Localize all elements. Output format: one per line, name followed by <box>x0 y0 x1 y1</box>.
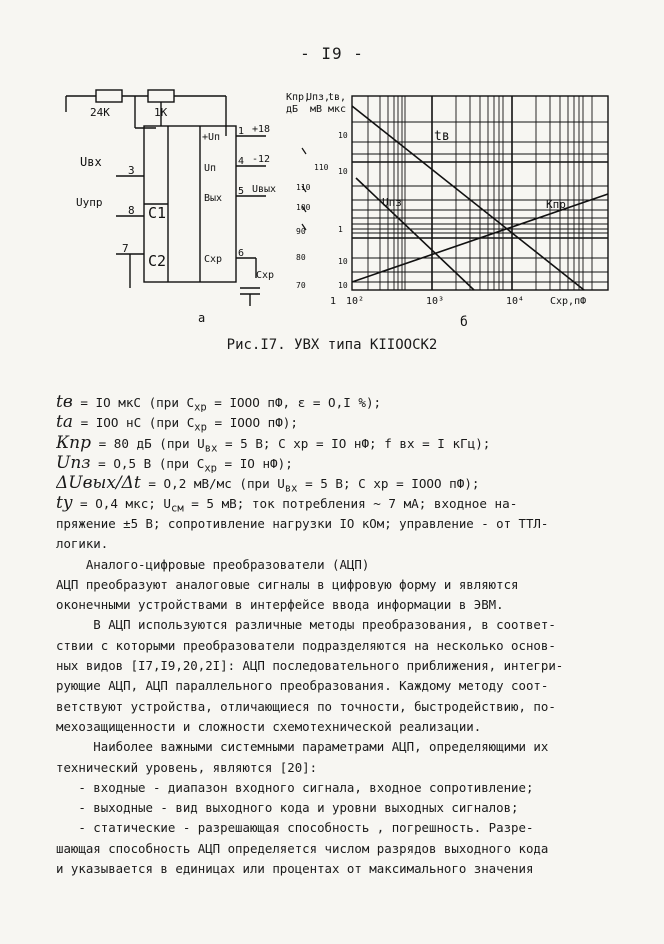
label-cxp-ext: Cхр <box>256 270 275 281</box>
pin-4-label: 4 <box>238 156 245 167</box>
text-line: рующие АЦП, АЦП параллельного преобразования. Каждому методу соот- <box>56 678 549 694</box>
param-line: Кпр = 80 дБ (при $U_{вх} = 5$ В; C хр = IO нФ; f вх = I кГц); <box>56 432 491 453</box>
text-line: мехозащищенности и сложности схемотехнической реализации. <box>56 718 482 734</box>
ytick-mid: 10 <box>338 167 348 176</box>
text-line: логики. <box>56 536 109 552</box>
ylabel-mv: мВ <box>310 104 323 115</box>
xtick: 1 <box>330 296 337 307</box>
text-line: ветствуют устройства, отличающиеся по точности, быстродействию, по- <box>56 698 556 714</box>
label-cxp-pin: Cхр <box>204 254 223 265</box>
ylabel-db: дБ <box>286 104 299 115</box>
text-line: технический уровень, являются [20]: <box>56 759 318 775</box>
curve-label-tb: tв <box>434 129 450 144</box>
log-grid <box>352 96 608 290</box>
ylabel-kpr: Кпр, <box>286 92 311 103</box>
ytick-left: 110 <box>296 183 311 192</box>
curve-label-kpr: Кпр <box>546 198 566 211</box>
label-r2: 1K <box>154 106 168 119</box>
label-uvyh: Uвых <box>252 184 277 195</box>
page-number: - I9 - <box>300 44 364 63</box>
text-line: ствии с которыми преобразователи подразделяются на несколько основ- <box>56 637 556 653</box>
param-line: ty = O,4 мкс; $U_{см} = 5$ мВ; ток потребления ~ 7 мА; входное на- <box>56 493 518 514</box>
ytick-left: 100 <box>296 203 311 212</box>
param-line: ΔUвых/Δt = O,2 мВ/мс (при $U_{вх} = 5$ В; C хр = IOOO пФ); <box>56 473 480 494</box>
xtick: 10³ <box>426 296 445 307</box>
curve-label-upz: Uпз <box>382 196 402 209</box>
pin-1-label: 1 <box>238 126 245 137</box>
label-r1: 24K <box>90 106 110 119</box>
param-line: Uпз = O,5 В (при $C_{хр}$ = IO нФ); <box>56 452 293 474</box>
pin-3-label: 3 <box>128 164 135 177</box>
label-vyh: Вых <box>204 193 223 204</box>
label-uupr: Uупр <box>76 196 103 209</box>
label-minus12: -12 <box>252 154 271 165</box>
label-c2: C2 <box>148 252 167 270</box>
ytick-mid: 10 <box>338 281 348 290</box>
text-line: и указывается в единицах или процентах от максимального значения <box>56 861 534 877</box>
text-line: пряжение ±5 В; сопротивление нагрузки IO кОм; управление - от ТТЛ- <box>56 516 549 531</box>
resistor-24k <box>96 90 122 102</box>
pin-5-label: 5 <box>238 186 245 197</box>
pin-6-label: 6 <box>238 248 245 259</box>
label-up-minus: Uп <box>204 163 217 174</box>
text-line: Наиболее важными системными параметрами АЦП, определяющими их <box>56 739 549 755</box>
ylabel-mks: мкс <box>328 104 347 115</box>
ytick-mid: 10 <box>338 257 348 266</box>
text-line: В АЦП используются различные методы преобразования, в соответ- <box>56 617 556 633</box>
param-line: tа = IOO нС (при $C_{хр}$ = IOOO пФ); <box>56 412 298 433</box>
panel-a-label: а <box>198 311 206 325</box>
label-up-plus: +Uп <box>202 132 221 143</box>
text-line: ных видов [I7,I9,20,2I]: АЦП последовательного приближения, интегри- <box>56 658 564 674</box>
ytick-left: 80 <box>296 253 306 262</box>
param-line: tв = IO мкС (при $C_{хр}$ = IOOO пФ, ε = O,I %); <box>56 392 382 413</box>
text-line: АЦП преобразуют аналоговые сигналы в цифровую форму и являются <box>56 576 519 592</box>
ytick-left: 70 <box>296 281 306 290</box>
characteristics-graph <box>284 82 624 340</box>
xtick: 10² <box>346 296 365 307</box>
ytick-mid: 10 <box>338 131 348 140</box>
ylabel-upz: Uпз, <box>306 92 331 103</box>
ytick-left: 90 <box>296 227 306 236</box>
circuit-diagram <box>56 78 286 328</box>
panel-b-label: б <box>460 315 468 330</box>
ytick-left: 110 <box>314 163 329 172</box>
body-text <box>56 514 638 879</box>
pin-8-label: 8 <box>128 204 135 217</box>
text-line: шающая способность АЦП определяется числом разрядов выходного кода <box>56 840 549 856</box>
label-c1: C1 <box>148 204 167 222</box>
ytick-mid: 1 <box>338 225 343 234</box>
x-axis-label: Cхр,пФ <box>550 296 587 307</box>
section-heading: Аналого-цифровые преобразователи (АЦП) <box>56 556 370 572</box>
figure-caption: Рис.I7. УВХ типа КIIООСК2 <box>226 337 438 353</box>
label-uvx: Uвх <box>80 155 102 169</box>
list-item: - входные - диапазон входного сигнала, входное сопротивление; <box>56 779 534 795</box>
list-item: - выходные - вид выходного кода и уровни выходных сигналов; <box>56 800 519 816</box>
label-plus18: +18 <box>252 124 271 135</box>
parameters-block <box>56 392 638 514</box>
pin-7-label: 7 <box>122 242 129 255</box>
resistor-1k <box>148 90 174 102</box>
xtick: 10⁴ <box>506 296 525 307</box>
list-item: - статические - разрешающая способность , погрешность. Разре- <box>56 820 534 836</box>
ylabel-tb: tв, <box>328 92 347 103</box>
text-line: оконечными устройствами в интерфейсе ввода информации в ЭВМ. <box>56 597 504 613</box>
